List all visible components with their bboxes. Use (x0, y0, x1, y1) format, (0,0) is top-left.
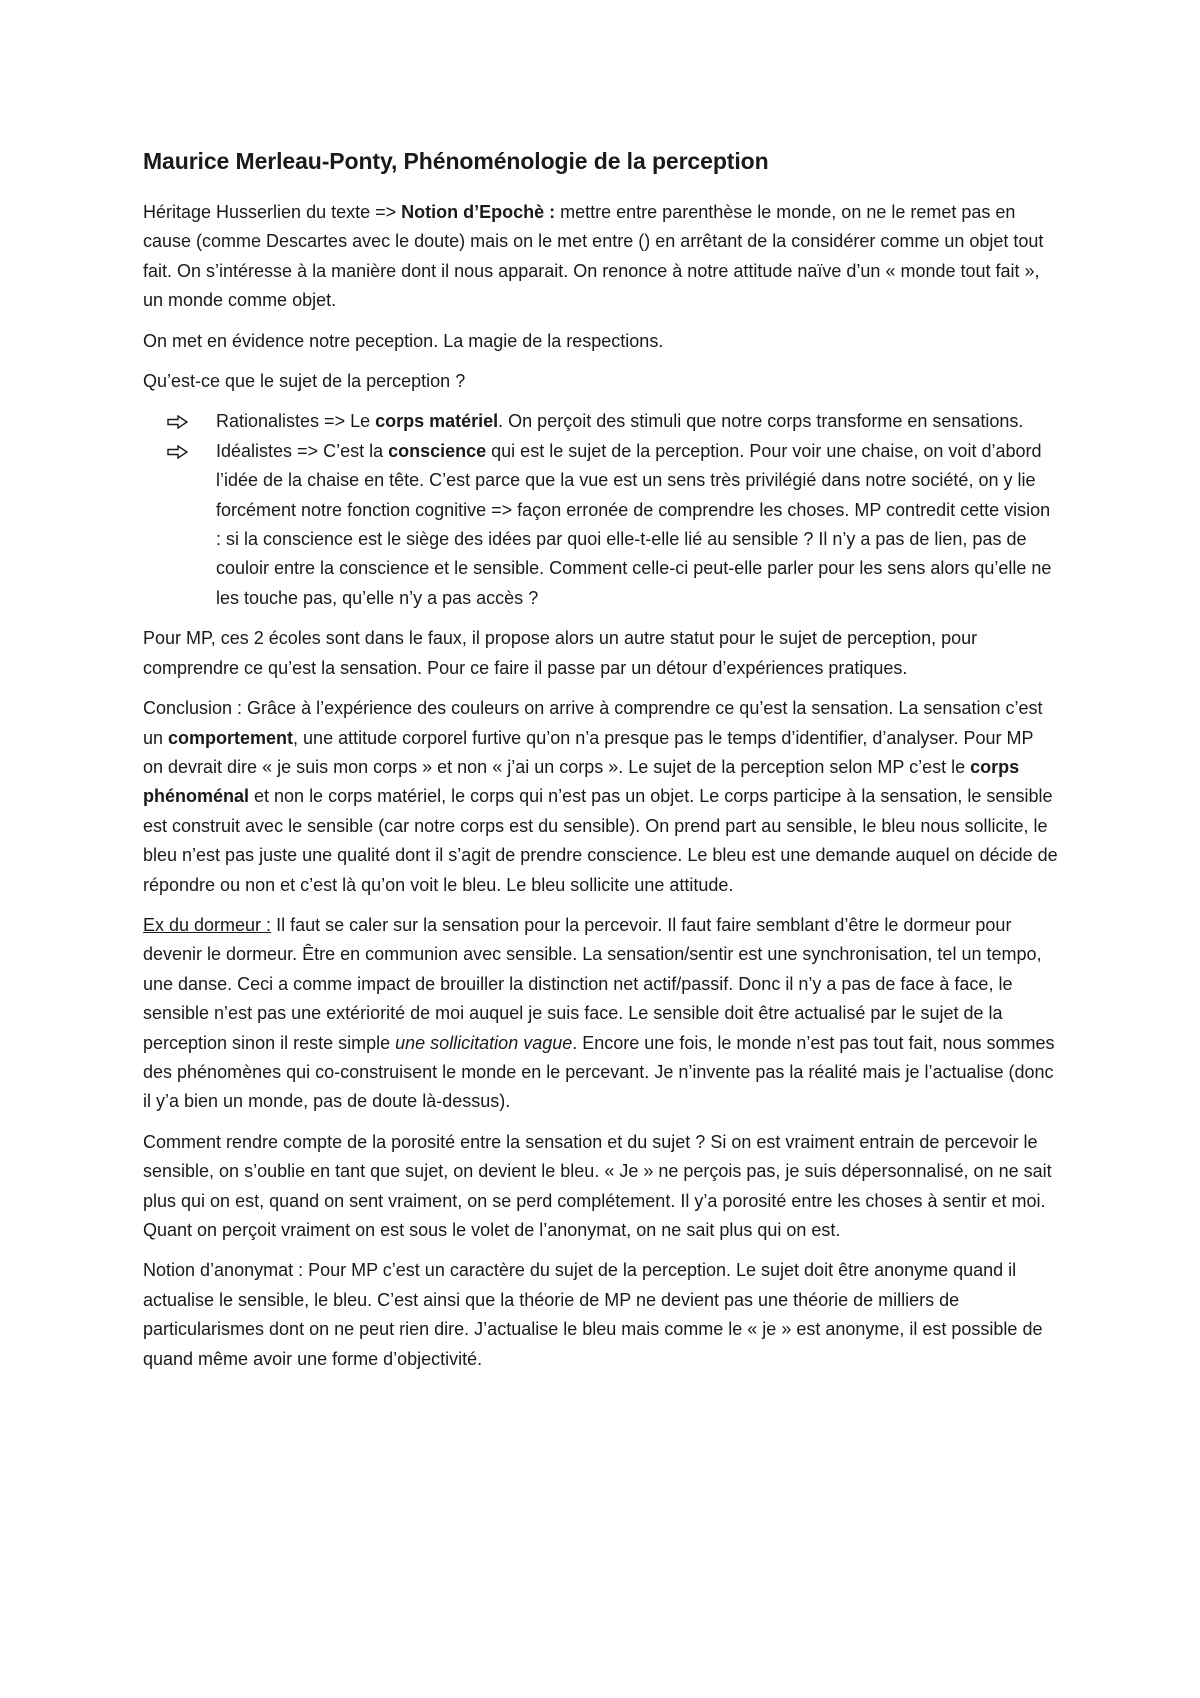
paragraph-anonymat: Notion d’anonymat : Pour MP c’est un caractère du sujet de la perception. Le sujet doit être anonyme quand il actualise le sensible, le bleu. C’est ainsi que la théorie de MP ne devient pas une théorie de milliers de particularismes dont on ne peut rien dire. J’actualise le bleu mais comme le « je » est anonyme, il est possible de quand même avoir une forme d’objectivité. (143, 1260, 1043, 1369)
paragraph-mp-position: Pour MP, ces 2 écoles sont dans le faux, il propose alors un autre statut pour le sujet de perception, pour comprendre ce qu’est la sensation. Pour ce faire il passe par un détour d’expériences pratiques. (143, 628, 978, 678)
bold-run: comportement (168, 727, 294, 748)
bold-run: conscience (388, 440, 487, 461)
bold-run: corps matériel (375, 411, 499, 432)
text-run: qui est le sujet de la perception. Pour voir une chaise, on voit d’abord l’idée de la chaise en tête. C’est parce que la vue est un sens très privilégié dans notre société, on y lie forcément notre fonction cognitive => façon erronée de comprendre les choses. MP contredit cette vision : si la conscience est le siège des idées par quoi elle-t-elle lié au sensible ? Il n’y a pas de lien, pas de couloir entre la conscience et le sensible. Comment celle-ci peut-elle parler pour les sens alors qu’elle ne les touche pas, qu’elle n’y a pas accès ? (216, 440, 1052, 608)
text-run: Il faut se caler sur la sensation pour la percevoir. Il faut faire semblant d’être le dormeur pour devenir le dormeur. Être en communion avec sensible. La sensation/sentir est une synchronisation, tel un tempo, une danse. Ceci a comme impact de brouiller la distinction net actif/passif. Donc il n’y a pas de face à face, le sensible n’est pas une extériorité de moi auquel je suis face. Le sensible doit être actualisé par le sujet de la perception sinon il reste simple (143, 914, 1042, 1053)
arrow-right-icon (167, 415, 189, 429)
paragraph-perception: On met en évidence notre peception. La magie de la respections. (143, 330, 664, 351)
paragraph-conclusion (143, 694, 1058, 900)
document-page (143, 146, 1058, 1385)
bold-run: Notion d’Epochè : (401, 202, 556, 222)
document-title: Maurice Merleau-Ponty, Phénoménologie de la perception (143, 148, 769, 174)
paragraph-dormeur (143, 911, 1058, 1117)
paragraph-question: Qu’est-ce que le sujet de la perception ? (143, 371, 466, 392)
text-run: et non le corps matériel, le corps qui n’est pas un objet. Le corps participe à la sensation, le sensible est construit avec le sensible (car notre corps est du sensible). On prend part au sensible, le bleu nous sollicite, le bleu n’est pas juste une qualité dont il s’agit de prendre conscience. Le bleu est une demande auquel on décide de répondre ou non et c’est là qu’on voit le bleu. Le bleu sollicite une attitude. (143, 786, 1058, 895)
bold-run: corps phénoménal (143, 756, 1020, 807)
paragraph-porosite: Comment rendre compte de la porosité entre la sensation et du sujet ? Si on est vraiment entrain de percevoir le sensible, on s’oublie en tant que sujet, on devient le bleu. « Je » ne perçois pas, je suis dépersonnalisé, on ne sait plus qui on est, quand on sent vraiment, on se perd complétement. Il y’a porosité entre les choses à sentir et moi. Quant on perçoit vraiment on est sous le volet de l’anonymat, on ne sait plus qui on est. (143, 1131, 1052, 1240)
text-run: Rationalistes => Le (216, 411, 376, 432)
italic-run: une sollicitation vague (395, 1032, 573, 1053)
text-run: mettre entre parenthèse le monde, on ne le remet pas en cause (comme Descartes avec le doute) mais on le met entre () en arrêtant de la considérer comme un objet tout fait. On s’intéresse à la manière dont il nous apparait. On renonce à notre attitude naïve d’un « monde tout fait », un monde comme objet. (143, 202, 1044, 311)
list-item (143, 437, 1058, 613)
text-run: Idéalistes => C’est la (216, 440, 389, 461)
list-item (143, 407, 1058, 436)
text-run: . Encore une fois, le monde n’est pas tout fait, nous sommes des phénomènes qui co-construisent le monde en le percevant. Je n’invente pas la réalité mais je l’actualise (donc il y’a bien un monde, pas de doute là-dessus). (143, 1032, 1055, 1112)
text-run: . On perçoit des stimuli que notre corps transforme en sensations. (498, 411, 1024, 432)
text-run: Conclusion : Grâce à l’expérience des couleurs on arrive à comprendre ce qu’est la sensation. La sensation c’est un (143, 698, 1043, 748)
arrow-right-icon (167, 445, 189, 459)
bullet-list (143, 407, 1058, 613)
underline-run: Ex du dormeur : (143, 914, 272, 935)
paragraph-heritage (143, 198, 1058, 316)
text-run: , une attitude corporel furtive qu’on n’a presque pas le temps d’identifier, d’analyser. Pour MP on devrait dire « je suis mon corps » et non « j’ai un corps ». Le sujet de la perception selon MP c’est le (143, 727, 1034, 777)
text-run: Héritage Husserlien du texte => (143, 202, 402, 222)
